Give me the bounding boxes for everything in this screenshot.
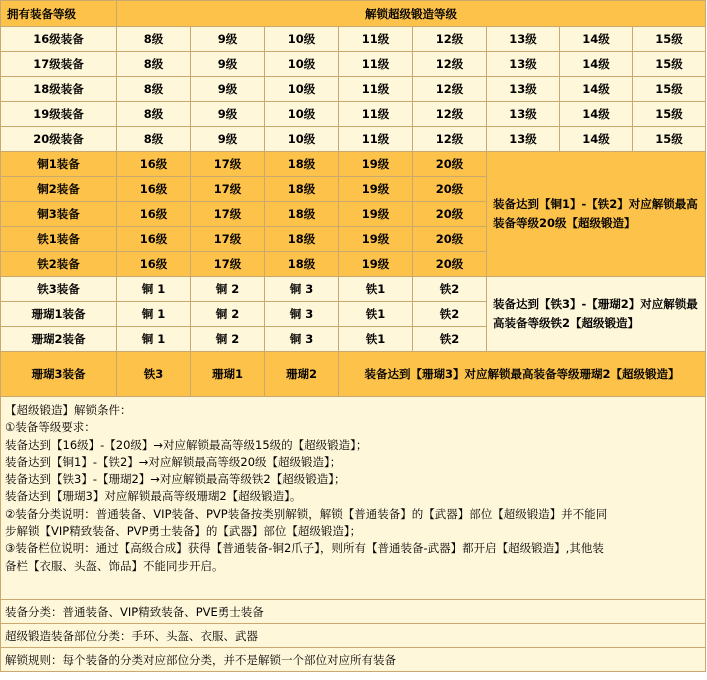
table-cell: 19级 — [339, 252, 413, 277]
table-cell: 11级 — [339, 52, 413, 77]
table-cell: 12级 — [413, 77, 487, 102]
table-row — [1, 127, 706, 152]
table-cell: 14级 — [560, 102, 633, 127]
table-cell: 16级 — [117, 227, 191, 252]
table-cell: 12级 — [413, 27, 487, 52]
table-cell: 铜 1 — [117, 277, 191, 302]
table-row — [1, 52, 706, 77]
table-cell: 铜 2 — [191, 277, 265, 302]
table-row — [1, 277, 706, 302]
table-cell: 15级 — [633, 77, 706, 102]
table-cell: 12级 — [413, 102, 487, 127]
table-cell: 铁1 — [339, 302, 413, 327]
table-cell: 17级 — [191, 252, 265, 277]
table-cell: 13级 — [487, 77, 560, 102]
table-cell: 15级 — [633, 102, 706, 127]
row-label: 19级装备 — [1, 102, 117, 127]
row-label: 珊瑚3装备 — [1, 352, 117, 397]
table-row — [1, 102, 706, 127]
row-label: 铜1装备 — [1, 152, 117, 177]
table-row — [1, 77, 706, 102]
table-cell: 珊瑚2 — [265, 352, 339, 397]
table-cell: 16级 — [117, 252, 191, 277]
table-cell: 铜 2 — [191, 302, 265, 327]
table-cell: 11级 — [339, 27, 413, 52]
conditions-line: 步解锁【VIP精致装备、PVP勇士装备】的【武器】部位【超级锻造】； — [5, 524, 362, 539]
table-cell: 铁2 — [413, 277, 487, 302]
group-c-note: 装备达到【铁3】-【珊瑚2】对应解锁最高装备等级铁2【超级锻造】 — [487, 277, 706, 352]
table-cell: 铜 3 — [265, 277, 339, 302]
table-cell: 8级 — [117, 77, 191, 102]
table-cell: 8级 — [117, 52, 191, 77]
table-cell: 铁2 — [413, 327, 487, 352]
group-b-note: 装备达到【铜1】-【铁2】对应解锁最高装备等级20级【超级锻造】 — [487, 152, 706, 277]
table-cell: 20级 — [413, 152, 487, 177]
table-cell: 17级 — [191, 202, 265, 227]
conditions-line: 装备达到【铜1】-【铁2】→对应解锁最高等级20级【超级锻造】； — [5, 454, 342, 469]
table-cell: 14级 — [560, 27, 633, 52]
row-label: 铜3装备 — [1, 202, 117, 227]
table-cell: 13级 — [487, 52, 560, 77]
row-label: 铁3装备 — [1, 277, 117, 302]
table-cell: 10级 — [265, 77, 339, 102]
table-cell: 铜 1 — [117, 327, 191, 352]
unlock-rule: 解锁规则：每个装备的分类对应部位分类，并不是解锁一个部位对应所有装备 — [1, 648, 706, 672]
table-cell: 10级 — [265, 27, 339, 52]
conditions-line: 【超级锻造】解锁条件： — [5, 403, 132, 417]
table-cell: 12级 — [413, 127, 487, 152]
conditions-line: 装备达到【珊瑚3】对应解锁最高等级珊瑚2【超级锻造】。 — [5, 489, 302, 504]
conditions-row — [1, 397, 706, 600]
table-cell: 20级 — [413, 252, 487, 277]
table-row — [1, 27, 706, 52]
table-cell: 铜 2 — [191, 327, 265, 352]
header-owned-level: 拥有装备等级 — [1, 1, 117, 27]
table-row — [1, 152, 706, 177]
table-cell: 15级 — [633, 27, 706, 52]
table-cell: 13级 — [487, 127, 560, 152]
row-label: 铁1装备 — [1, 227, 117, 252]
table-cell: 铁3 — [117, 352, 191, 397]
row-label: 珊瑚2装备 — [1, 327, 117, 352]
table-cell: 15级 — [633, 127, 706, 152]
table-cell: 铁1 — [339, 277, 413, 302]
table-cell: 9级 — [191, 102, 265, 127]
table-cell: 8级 — [117, 102, 191, 127]
table-cell: 18级 — [265, 152, 339, 177]
row-label: 20级装备 — [1, 127, 117, 152]
table-cell: 10级 — [265, 127, 339, 152]
table-cell: 8级 — [117, 127, 191, 152]
equipment-classification: 装备分类：普通装备、VIP精致装备、PVE勇士装备 — [1, 600, 706, 624]
conditions-line: 装备达到【铁3】-【珊瑚2】→对应解锁最高等级铁2【超级锻造】； — [5, 472, 346, 487]
table-cell: 9级 — [191, 27, 265, 52]
row-label: 铜2装备 — [1, 177, 117, 202]
header-row — [1, 1, 706, 27]
table-cell: 10级 — [265, 52, 339, 77]
table-cell: 14级 — [560, 127, 633, 152]
row-label: 18级装备 — [1, 77, 117, 102]
table-cell: 铜 1 — [117, 302, 191, 327]
table-cell: 18级 — [265, 177, 339, 202]
table-cell: 9级 — [191, 77, 265, 102]
footer-row — [1, 648, 706, 672]
unlock-conditions — [1, 397, 706, 600]
header-unlock-level: 解锁超级锻造等级 — [117, 1, 706, 27]
table-cell: 18级 — [265, 252, 339, 277]
table-cell: 18级 — [265, 227, 339, 252]
table-cell: 13级 — [487, 102, 560, 127]
table-cell: 15级 — [633, 52, 706, 77]
table-cell: 20级 — [413, 202, 487, 227]
table-cell: 16级 — [117, 152, 191, 177]
footer-row — [1, 600, 706, 624]
table-cell: 12级 — [413, 52, 487, 77]
table-cell: 16级 — [117, 177, 191, 202]
table-cell: 18级 — [265, 202, 339, 227]
table-cell: 珊瑚1 — [191, 352, 265, 397]
table-row — [1, 352, 706, 397]
table-cell: 14级 — [560, 77, 633, 102]
table-cell: 16级 — [117, 202, 191, 227]
conditions-line: 备栏【衣服、头盔、饰品】不能同步开启。 — [5, 558, 224, 573]
table-cell: 铜 3 — [265, 302, 339, 327]
table-cell: 铜 3 — [265, 327, 339, 352]
table-cell: 8级 — [117, 27, 191, 52]
table-cell: 11级 — [339, 102, 413, 127]
table-cell: 铁2 — [413, 302, 487, 327]
conditions-line: 装备达到【16级】-【20级】→对应解锁最高等级15级的【超级锻造】； — [5, 437, 368, 452]
row-label: 17级装备 — [1, 52, 117, 77]
table-cell: 17级 — [191, 152, 265, 177]
conditions-line: ②装备分类说明：普通装备、VIP装备、PVP装备按类别解锁，解锁【普通装备】的【武器】部位【超级锻造】并不能同 — [5, 506, 608, 521]
conditions-line: ③装备栏位说明：通过【高级合成】获得【普通装备-铜2爪子】，则所有【普通装备-武器】都开启【超级锻造】,其他装 — [5, 541, 604, 556]
table-cell: 19级 — [339, 177, 413, 202]
table-cell: 铁1 — [339, 327, 413, 352]
table-cell: 10级 — [265, 102, 339, 127]
table-cell: 9级 — [191, 52, 265, 77]
table-cell: 19级 — [339, 202, 413, 227]
row-label: 铁2装备 — [1, 252, 117, 277]
table-cell: 17级 — [191, 177, 265, 202]
row-d-note: 装备达到【珊瑚3】对应解锁最高装备等级珊瑚2【超级锻造】 — [339, 352, 706, 397]
footer-row — [1, 624, 706, 648]
row-label: 珊瑚1装备 — [1, 302, 117, 327]
table-cell: 20级 — [413, 227, 487, 252]
table-cell: 20级 — [413, 177, 487, 202]
table-cell: 11级 — [339, 127, 413, 152]
table-cell: 9级 — [191, 127, 265, 152]
conditions-line: ①装备等级要求： — [5, 420, 96, 435]
forge-slot-classification: 超级锻造装备部位分类：手环、头盔、衣服、武器 — [1, 624, 706, 648]
table-cell: 14级 — [560, 52, 633, 77]
table-cell: 13级 — [487, 27, 560, 52]
row-label: 16级装备 — [1, 27, 117, 52]
table-cell: 11级 — [339, 77, 413, 102]
table-cell: 19级 — [339, 227, 413, 252]
table-cell: 17级 — [191, 227, 265, 252]
table-cell: 19级 — [339, 152, 413, 177]
